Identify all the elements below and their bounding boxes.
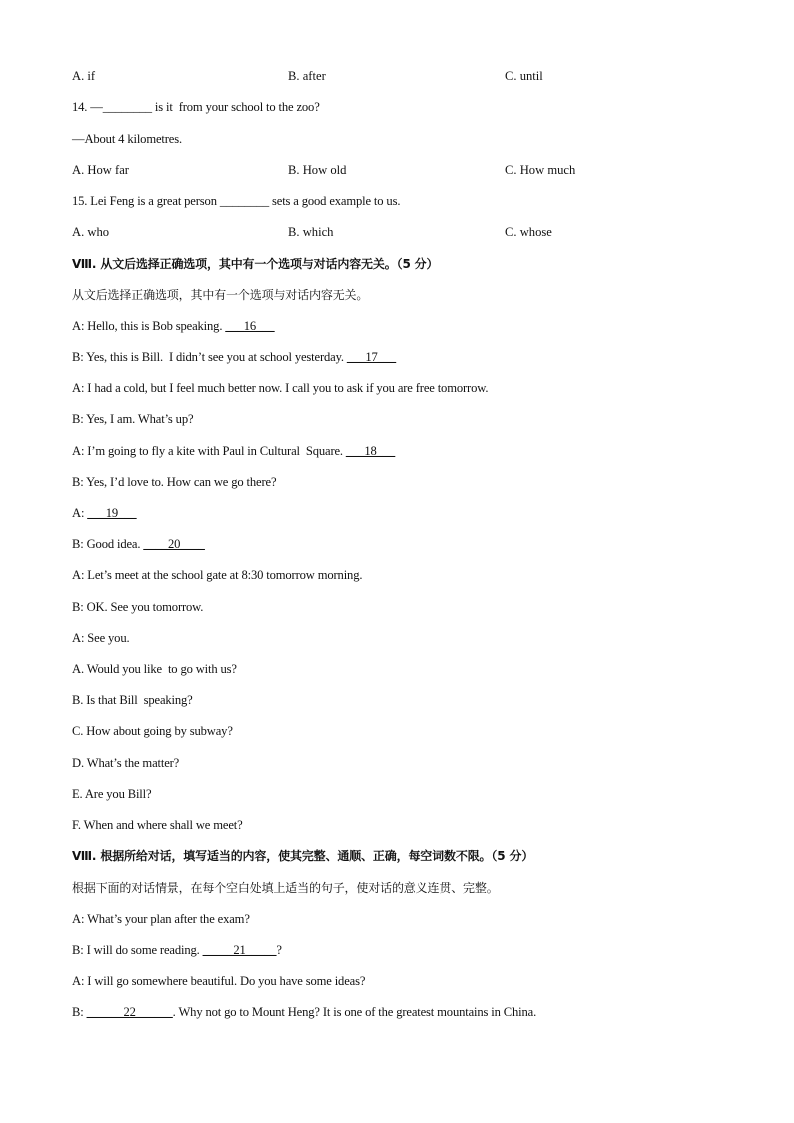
- dialogue-line: A: See you.: [72, 631, 130, 645]
- q13-option-a: A. if: [72, 69, 96, 83]
- dialogue-line: A: I will go somewhere beautiful. Do you have some ideas?: [72, 974, 366, 988]
- choice-option-f: F. When and where shall we meet?: [72, 818, 243, 832]
- q15-stem: 15. Lei Feng is a great person ________ sets a good example to us.: [72, 194, 401, 208]
- answer-blank-18[interactable]: ___18___: [345, 444, 396, 458]
- q14-option-c: C. How much: [505, 163, 576, 177]
- dialogue-line: B: Yes, I’d love to. How can we go there?: [72, 475, 277, 489]
- section-9-heading: Ⅷ. 根据所给对话，填写适当的内容，使其完整、通顺、正确，每空词数不限。（5 分）: [72, 849, 534, 863]
- dialogue-line: A: I had a cold, but I feel much better now. I call you to ask if you are free tomorrow.: [72, 381, 489, 395]
- dialogue-line: A: I’m going to fly a kite with Paul in Cultural Square. ___18___: [72, 444, 396, 458]
- dialogue-line: B: Good idea. ____20____: [72, 537, 205, 551]
- q15-option-b: B. which: [288, 225, 334, 239]
- dialogue-line: A: ___19___: [72, 506, 137, 520]
- dialogue-line: B: OK. See you tomorrow.: [72, 600, 204, 614]
- answer-blank-16[interactable]: ___16___: [225, 319, 275, 333]
- q13-option-b: B. after: [288, 69, 326, 83]
- q14-stem: 14. —________ is it from your school to the zoo?: [72, 100, 320, 114]
- q13-option-c: C. until: [505, 69, 543, 83]
- section-8-heading: Ⅷ. 从文后选择正确选项，其中有一个选项与对话内容无关。（5 分）: [72, 257, 439, 271]
- dialogue-line: A: What’s your plan after the exam?: [72, 912, 250, 926]
- choice-option-c: C. How about going by subway?: [72, 724, 233, 738]
- dialogue-line: B: Yes, I am. What’s up?: [72, 412, 194, 426]
- section-8-instruction: 从文后选择正确选项，其中有一个选项与对话内容无关。: [72, 288, 369, 302]
- section-9-instruction: 根据下面的对话情景，在每个空白处填上适当的句子，使对话的意义连贯、完整。: [72, 881, 499, 895]
- dialogue-line: B: Yes, this is Bill. I didn’t see you at school yesterday. ___17___: [72, 350, 397, 364]
- answer-blank-19[interactable]: ___19___: [87, 506, 137, 520]
- choice-option-b: B. Is that Bill speaking?: [72, 693, 193, 707]
- dialogue-line: A: Let’s meet at the school gate at 8:30 tomorrow morning.: [72, 568, 363, 582]
- dialogue-line: B: I will do some reading. _____21_____?: [72, 943, 282, 957]
- choice-option-d: D. What’s the matter?: [72, 756, 180, 770]
- dialogue-line: A: Hello, this is Bob speaking. ___16___: [72, 319, 275, 333]
- answer-blank-22[interactable]: ______22______: [86, 1005, 173, 1019]
- q14-option-a: A. How far: [72, 163, 130, 177]
- choice-option-e: E. Are you Bill?: [72, 787, 152, 801]
- q15-option-c: C. whose: [505, 225, 552, 239]
- dialogue-line: B: ______22______. Why not go to Mount Heng? It is one of the greatest mountains in China.: [72, 1005, 537, 1019]
- q15-option-a: A. who: [72, 225, 110, 239]
- answer-blank-17[interactable]: ___17___: [346, 350, 397, 364]
- answer-blank-20[interactable]: ____20____: [143, 537, 205, 551]
- choice-option-a: A. Would you like to go with us?: [72, 662, 237, 676]
- q14-option-b: B. How old: [288, 163, 347, 177]
- q14-answer: —About 4 kilometres.: [72, 132, 182, 146]
- answer-blank-21[interactable]: _____21_____: [202, 943, 277, 957]
